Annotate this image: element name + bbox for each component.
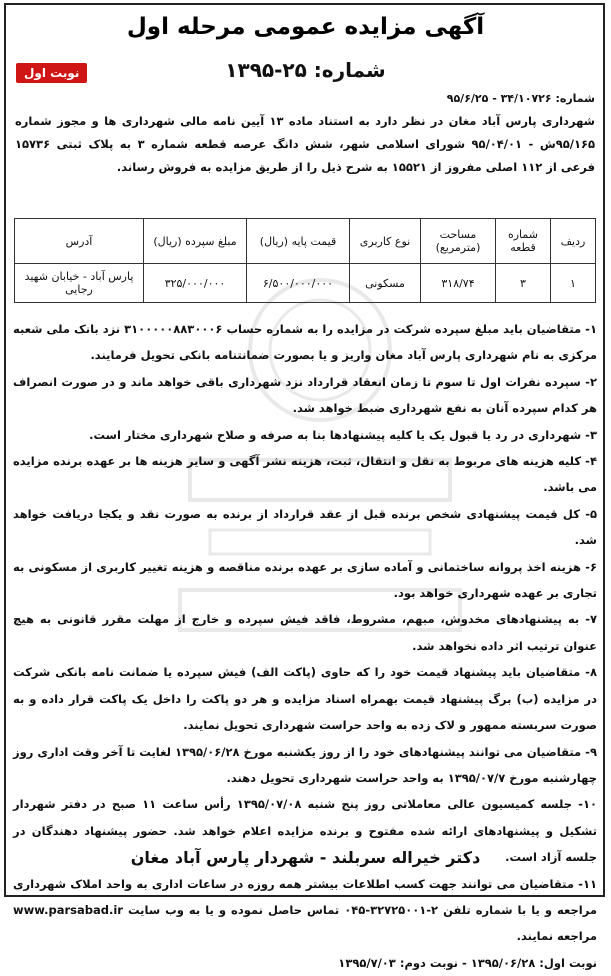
term-item: ۹- متقاضیان می توانند پیشنهادهای خود را از روز یکشنبه مورخ ۱۳۹۵/۰۶/۲۸ لغایت تا آخر وقت اداری روز چهارشنبه مورخ ۱۳۹۵/۰۷/۷ به واحد حراست شهرداری تحویل دهند. [13, 744, 597, 785]
signature-line: دکتر خیراله سربلند - شهردار پارس آباد مغان [130, 848, 481, 867]
cell-area: ۳۱۸/۷۴ [421, 264, 496, 303]
intro-paragraph: شهرداری پارس آباد مغان در نظر دارد به استناد ماده ۱۳ آیین نامه مالی شهرداری ها و مجوز شماره ۹۵/۱۶۵ش - ۹۵/۰۴/۰۱ شورای اسلامی شهر، شش دانگ عرصه قطعه شماره ۳ به پلاک ثبتی ۱۵۷۳۶ فرعی از ۱۱۲ اصلی مفروز از ۱۵۵۲۱ به شرح ذیل را از طریق مزایده به فروش رساند. [15, 114, 595, 174]
term-item: ۱- متقاضیان باید مبلغ سپرده شرکت در مزایده را به شماره حساب ۳۱۰۰۰۰۰۸۸۳۰۰۰۶ نزد بانک ملی شعبه مرکزی به نام شهرداری پارس آباد مغان واریز و یا بصورت ضمانتنامه بانکی تحویل فرمایند. [13, 322, 597, 363]
col-usage: نوع کاربری [350, 219, 421, 264]
terms-list [13, 316, 597, 976]
term-item: ۸- متقاضیان باید پیشنهاد قیمت خود را که حاوی (پاکت الف) فیش سپرده یا ضمانت نامه بانکی شرکت در مزایده (ب) برگ پیشنهاد قیمت بهمراه اسناد مزایده و هر دو پاکت را داخل یک پاکت قرار داده و به صورت سربسته ممهور و لاک زده به واحد حراست شهرداری تحویل نمایند. [13, 665, 597, 733]
term-item: ۶- هزینه اخذ پروانه ساختمانی و آماده سازی بر عهده برنده مناقصه و هزینه تغییر کاربری از مسکونی به تجاری بر عهده شهرداری خواهد بود. [13, 559, 597, 601]
auction-items-table [14, 218, 596, 303]
col-plot-number: شماره قطعه [496, 219, 551, 264]
col-address: آدرس [15, 219, 144, 264]
term-item: ۴- کلیه هزینه های مربوط به نقل و انتقال، ثبت، هزینه نشر آگهی و سایر هزینه ها بر عهده برنده مزایده می باشد. [13, 454, 597, 495]
term-item: ۲- سپرده نفرات اول تا سوم تا زمان انعقاد قرارداد نزد شهرداری باقی خواهد ماند و در صورت انصراف هر کدام سپرده آنان به نفع شهرداری ضبط خواهد شد. [13, 374, 597, 416]
publication-dates: نوبت اول: ۱۳۹۵/۰۶/۲۸ - نوبت دوم: ۱۳۹۵/۷/۰۳ [338, 955, 597, 970]
cell-usage: مسکونی [350, 264, 421, 303]
col-row: ردیف [551, 219, 596, 264]
term-item: ۷- به پیشنهادهای مخدوش، مبهم، مشروط، فاقد فیش سپرده و خارج از مهلت مقرر قانونی به هیچ عنوان ترتیب اثر داده نخواهد شد. [13, 612, 597, 653]
table-row [15, 264, 596, 303]
edition-badge: نوبت اول [16, 63, 87, 83]
term-item: ۱۰- جلسه کمیسیون عالی معاملاتی روز پنج شنبه ۱۳۹۵/۰۷/۰۸ رأس ساعت ۱۱ صبح در دفتر شهردار تشکیل و پیشنهادهای ارائه شده مفتوح و برنده مزایده اعلام خواهد شد. حضور پیشنهاد دهندگان در جلسه آزاد است. [13, 797, 597, 865]
table-header-row [15, 219, 596, 264]
notice-title: آگهی مزایده عمومی مرحله اول [126, 14, 485, 40]
cell-deposit: ۳۲۵/۰۰۰/۰۰۰ [144, 264, 247, 303]
col-area: مساحت (مترمربع) [421, 219, 496, 264]
term-item: ۳- شهرداری در رد یا قبول یک یا کلیه پیشنهادها بنا به صرفه و صلاح شهرداری مختار است. [89, 427, 597, 442]
term-item: ۵- کل قیمت پیشنهادی شخص برنده قبل از عقد قرارداد از برنده به صورت نقد و یکجا دریافت خواهد شد. [13, 506, 597, 548]
col-base-price: قیمت پایه (ریال) [247, 219, 350, 264]
term-item: ۱۱- متقاضیان می توانند جهت کسب اطلاعات بیشتر همه روزه در ساعات اداری به واحد املاک شهرداری مراجعه و یا با شماره تلفن ۲-۳۲۷۲۵۰۰۱-۰۴۵ تماس حاصل نموده و یا به وب سایت www.parsabad.ir مراجعه نمایند. [13, 876, 598, 944]
col-deposit: مبلغ سپرده (ریال) [144, 219, 247, 264]
cell-plot-number: ۳ [496, 264, 551, 303]
reference-number: شماره: ۳۴/۱۰۷۲۶ - ۹۵/۶/۲۵ [446, 92, 595, 105]
cell-row: ۱ [551, 264, 596, 303]
cell-address: پارس آباد - خیابان شهید رجایی [15, 264, 144, 303]
notice-number: شماره: ۲۵-۱۳۹۵ [225, 58, 386, 82]
cell-base-price: ۶/۵۰۰/۰۰۰/۰۰۰ [247, 264, 350, 303]
